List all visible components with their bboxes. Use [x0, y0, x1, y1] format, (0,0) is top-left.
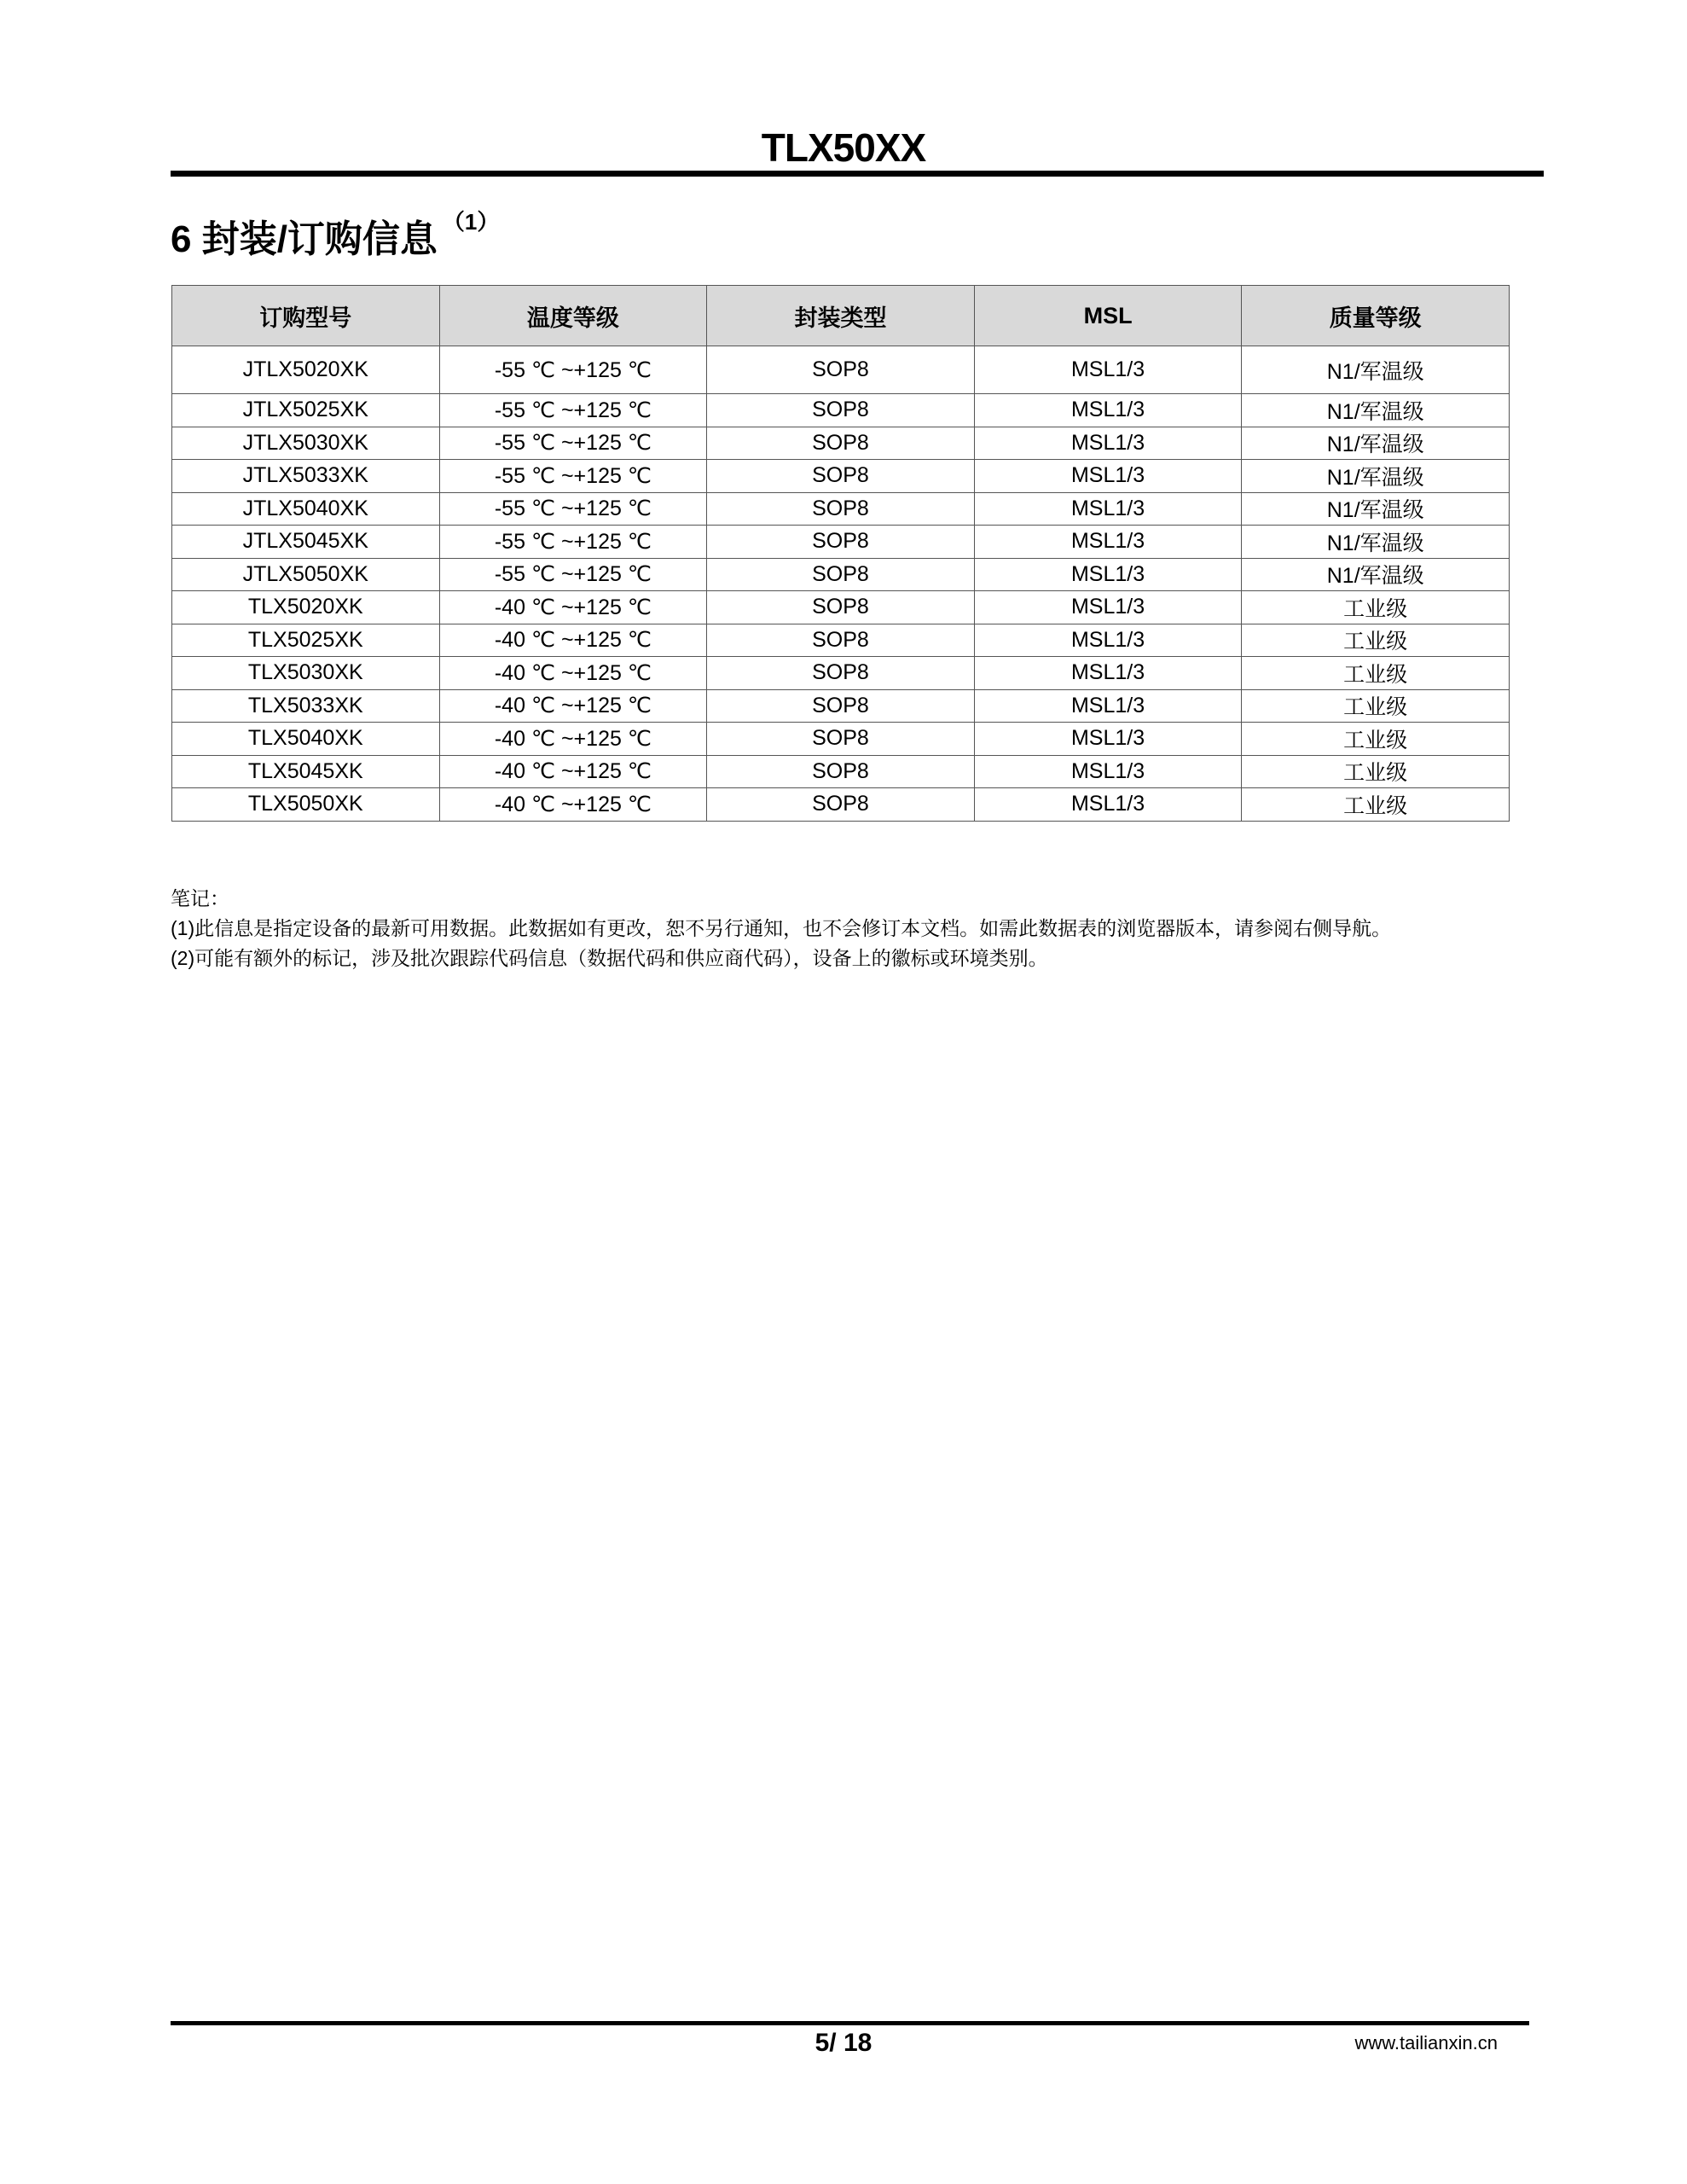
table-body [172, 346, 1510, 822]
quality-cell: 工业级 [1242, 755, 1510, 788]
order-number-cell: TLX5025XK [172, 624, 440, 657]
quality-cell: N1/军温级 [1242, 558, 1510, 591]
order-number-cell: TLX5033XK [172, 689, 440, 723]
page-number: 5/ 18 [815, 2029, 872, 2057]
order-number-cell: JTLX5050XK [172, 558, 440, 591]
msl-cell: MSL1/3 [974, 492, 1242, 526]
website-url: www.tailianxin.cn [1354, 2032, 1498, 2053]
temperature-cell: -55 ℃ ~+125 ℃ [439, 394, 707, 427]
quality-cell: 工业级 [1242, 689, 1510, 723]
section-heading-text: 6 封装/订购信息 [171, 218, 438, 260]
table-row [172, 346, 1510, 394]
table-row [172, 689, 1510, 723]
temperature-cell: -55 ℃ ~+125 ℃ [439, 492, 707, 526]
table-row [172, 394, 1510, 427]
msl-cell: MSL1/3 [974, 526, 1242, 559]
quality-cell: 工业级 [1242, 657, 1510, 690]
msl-cell: MSL1/3 [974, 723, 1242, 756]
package-cell: SOP8 [707, 346, 975, 394]
column-header-order-number: 订购型号 [172, 286, 440, 346]
msl-cell: MSL1/3 [974, 346, 1242, 394]
package-cell: SOP8 [707, 788, 975, 822]
package-cell: SOP8 [707, 492, 975, 526]
temperature-cell: -40 ℃ ~+125 ℃ [439, 624, 707, 657]
table-row [172, 591, 1510, 624]
msl-cell: MSL1/3 [974, 591, 1242, 624]
temperature-cell: -40 ℃ ~+125 ℃ [439, 689, 707, 723]
footer-rule [171, 2021, 1529, 2025]
table-row [172, 624, 1510, 657]
order-number-cell: JTLX5030XK [172, 427, 440, 460]
temperature-cell: -40 ℃ ~+125 ℃ [439, 723, 707, 756]
package-cell: SOP8 [707, 755, 975, 788]
msl-cell: MSL1/3 [974, 788, 1242, 822]
msl-cell: MSL1/3 [974, 755, 1242, 788]
order-number-cell: JTLX5040XK [172, 492, 440, 526]
quality-cell: N1/军温级 [1242, 526, 1510, 559]
order-number-cell: TLX5020XK [172, 591, 440, 624]
notes-section [171, 884, 1514, 973]
order-number-cell: TLX5030XK [172, 657, 440, 690]
table-row [172, 460, 1510, 493]
msl-cell: MSL1/3 [974, 657, 1242, 690]
order-number-cell: TLX5045XK [172, 755, 440, 788]
temperature-cell: -55 ℃ ~+125 ℃ [439, 346, 707, 394]
quality-cell: N1/军温级 [1242, 460, 1510, 493]
package-cell: SOP8 [707, 723, 975, 756]
order-number-cell: JTLX5025XK [172, 394, 440, 427]
table-row [172, 427, 1510, 460]
document-title: TLX50XX [761, 125, 926, 170]
ordering-table [171, 285, 1510, 822]
temperature-cell: -55 ℃ ~+125 ℃ [439, 427, 707, 460]
table-row [172, 788, 1510, 822]
quality-cell: N1/军温级 [1242, 346, 1510, 394]
msl-cell: MSL1/3 [974, 394, 1242, 427]
note-2: (2)可能有额外的标记，涉及批次跟踪代码信息（数据代码和供应商代码），设备上的徽标或环境类别。 [171, 947, 1048, 969]
order-number-cell: JTLX5045XK [172, 526, 440, 559]
order-number-cell: JTLX5033XK [172, 460, 440, 493]
table-row [172, 492, 1510, 526]
header-rule [171, 171, 1544, 177]
quality-cell: 工业级 [1242, 788, 1510, 822]
table-row [172, 755, 1510, 788]
temperature-cell: -55 ℃ ~+125 ℃ [439, 526, 707, 559]
table-row [172, 558, 1510, 591]
package-cell: SOP8 [707, 460, 975, 493]
column-header-package: 封装类型 [707, 286, 975, 346]
quality-cell: N1/军温级 [1242, 492, 1510, 526]
package-cell: SOP8 [707, 624, 975, 657]
table-row [172, 723, 1510, 756]
table-row [172, 657, 1510, 690]
temperature-cell: -40 ℃ ~+125 ℃ [439, 657, 707, 690]
notes-label: 笔记： [171, 887, 229, 909]
section-heading [171, 208, 499, 263]
column-header-msl: MSL [974, 286, 1242, 346]
table-header-row [172, 286, 1510, 346]
section-heading-footnote: （1） [442, 209, 500, 235]
temperature-cell: -55 ℃ ~+125 ℃ [439, 558, 707, 591]
quality-cell: 工业级 [1242, 624, 1510, 657]
package-cell: SOP8 [707, 427, 975, 460]
order-number-cell: JTLX5020XK [172, 346, 440, 394]
msl-cell: MSL1/3 [974, 427, 1242, 460]
order-number-cell: TLX5040XK [172, 723, 440, 756]
quality-cell: 工业级 [1242, 591, 1510, 624]
quality-cell: N1/军温级 [1242, 394, 1510, 427]
package-cell: SOP8 [707, 526, 975, 559]
package-cell: SOP8 [707, 558, 975, 591]
package-cell: SOP8 [707, 394, 975, 427]
temperature-cell: -55 ℃ ~+125 ℃ [439, 460, 707, 493]
table-row [172, 526, 1510, 559]
temperature-cell: -40 ℃ ~+125 ℃ [439, 755, 707, 788]
package-cell: SOP8 [707, 657, 975, 690]
order-number-cell: TLX5050XK [172, 788, 440, 822]
column-header-temperature: 温度等级 [439, 286, 707, 346]
note-1: (1)此信息是指定设备的最新可用数据。此数据如有更改，恕不另行通知，也不会修订本文档。如需此数据表的浏览器版本，请参阅右侧导航。 [171, 917, 1392, 939]
msl-cell: MSL1/3 [974, 624, 1242, 657]
package-cell: SOP8 [707, 689, 975, 723]
msl-cell: MSL1/3 [974, 558, 1242, 591]
msl-cell: MSL1/3 [974, 460, 1242, 493]
quality-cell: 工业级 [1242, 723, 1510, 756]
msl-cell: MSL1/3 [974, 689, 1242, 723]
temperature-cell: -40 ℃ ~+125 ℃ [439, 591, 707, 624]
temperature-cell: -40 ℃ ~+125 ℃ [439, 788, 707, 822]
column-header-quality: 质量等级 [1242, 286, 1510, 346]
quality-cell: N1/军温级 [1242, 427, 1510, 460]
package-cell: SOP8 [707, 591, 975, 624]
